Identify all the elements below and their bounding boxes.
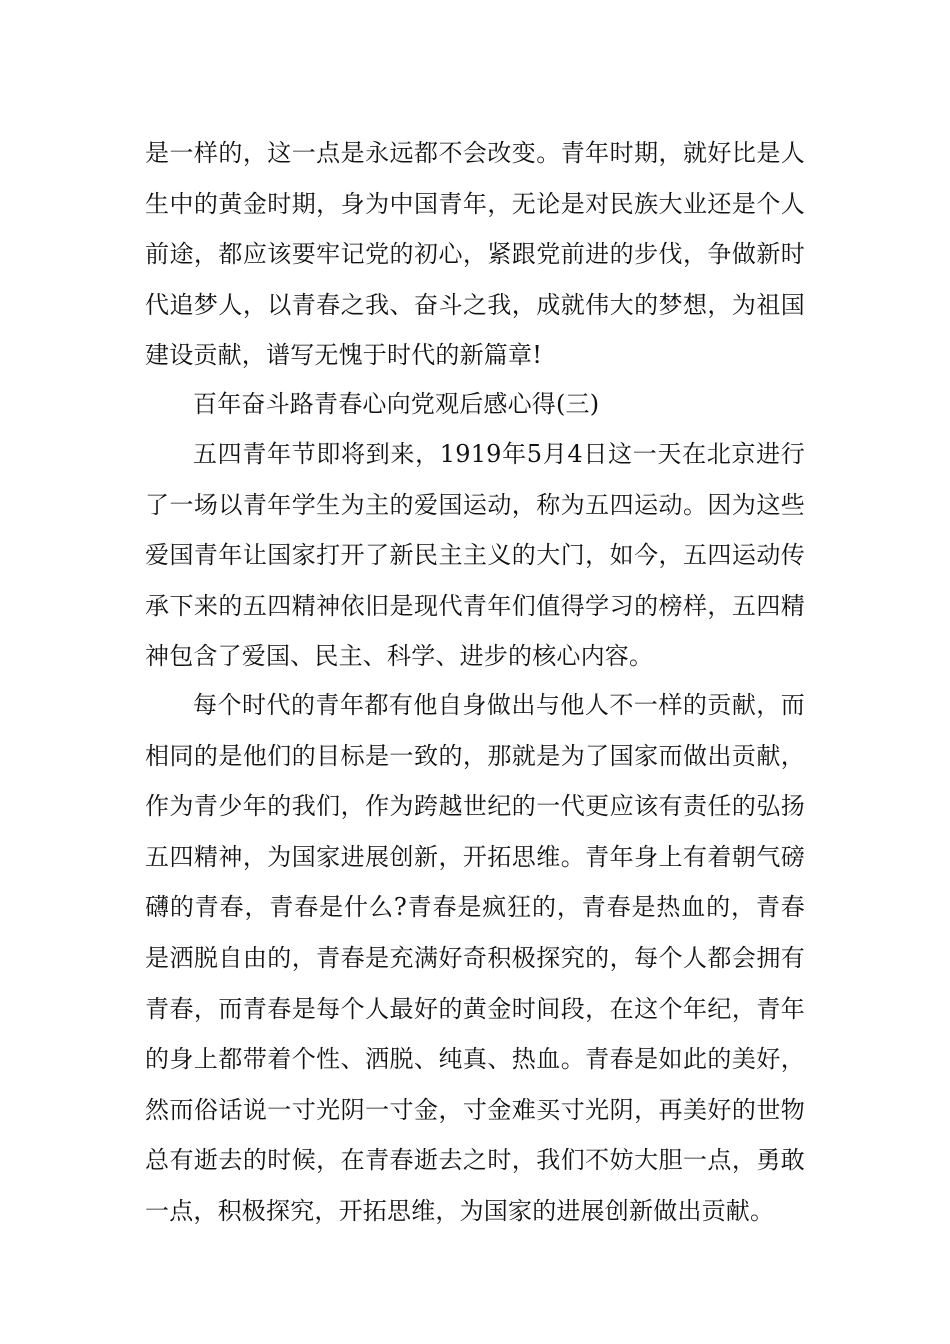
paragraph	[145, 680, 805, 1237]
paragraph-text: 是一样的，这一点是永远都不会改变。青年时期，就好比是人生中的黄金时期，身为中国青年，无论是对民族大业还是个人前途，都应该要牢记党的初心，紧跟党前进的步伐，争做新时代追梦人，以青春之我、奋斗之我，成就伟大的梦想，为祖国建设贡献，谱写无愧于时代的新篇章!	[145, 139, 805, 370]
paragraph-text: 五四青年节即将到来，1919年5月4日这一天在北京进行了一场以青年学生为主的爱国运动，称为五四运动。因为这些爱国青年让国家打开了新民主主义的大门，如今，五四运动传承下来的五四精神依旧是现代青年们值得学习的榜样，五四精神包含了爱国、民主、科学、进步的核心内容。	[145, 440, 805, 671]
section-title	[145, 379, 805, 430]
paragraph-text: 每个时代的青年都有他自身做出与他人不一样的贡献，而相同的是他们的目标是一致的，那就是为了国家而做出贡献，作为青少年的我们，作为跨越世纪的一代更应该有责任的弘扬五四精神，为国家进展创新，开拓思维。青年身上有着朝气磅礴的青春，青春是什么?青春是疯狂的，青春是热血的，青春是洒脱自由的，青春是充满好奇积极探究的，每个人都会拥有青春，而青春是每个人最好的黄金时间段，在这个年纪，青年的身上都带着个性、洒脱、纯真、热血。青春是如此的美好，然而俗话说一寸光阴一寸金，寸金难买寸光阴，再美好的世物总有逝去的时候，在青春逝去之时，我们不妨大胆一点，勇敢一点，积极探究，开拓思维，为国家的进展创新做出贡献。	[145, 691, 805, 1225]
paragraph	[145, 429, 805, 682]
section-title-text: 百年奋斗路青春心向党观后感心得(三)	[193, 390, 600, 418]
continued-paragraph	[145, 128, 805, 381]
